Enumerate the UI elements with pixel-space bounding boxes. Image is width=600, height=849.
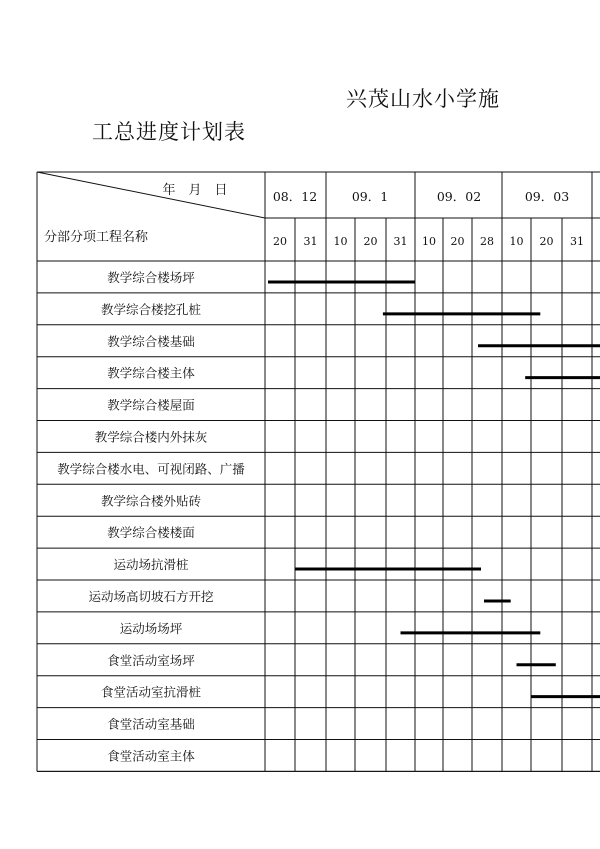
header-diagonal: [37, 172, 265, 218]
day-label: 20: [450, 235, 465, 248]
task-name: 运动场抗滑桩: [113, 557, 189, 573]
task-name: 教学综合楼基础: [107, 333, 195, 349]
task-name: 教学综合楼屋面: [107, 397, 195, 413]
day-label: 20: [539, 235, 554, 248]
month-label-0: 08．12: [272, 189, 318, 204]
task-name: 教学综合楼主体: [107, 365, 195, 381]
month-label-3: 09．03: [524, 189, 570, 204]
task-name: 教学综合楼水电、可视闭路、广播: [57, 461, 245, 477]
day-label: 20: [273, 235, 287, 248]
task-name: 教学综合楼挖孔桩: [100, 301, 202, 317]
task-name: 食堂活动室基础: [107, 716, 195, 732]
task-name: 教学综合楼楼面: [107, 525, 195, 541]
task-name: 运动场高切坡石方开挖: [88, 588, 214, 604]
task-header-label: 分部分项工程名称: [44, 230, 149, 245]
day-label: 10: [333, 235, 348, 248]
title-line-2: 工总进度计划表: [92, 120, 246, 144]
day-label: 20: [363, 235, 378, 248]
day-label: 31: [303, 235, 318, 248]
month-label-1: 09．1: [351, 189, 389, 204]
date-header-label: 年 月 日: [162, 183, 228, 198]
task-name: 食堂活动室场坪: [107, 652, 195, 668]
task-name: 教学综合楼内外抹灰: [94, 429, 208, 445]
task-name: 食堂活动室抗滑桩: [100, 684, 202, 700]
task-name: 运动场场坪: [119, 620, 183, 636]
task-name: 教学综合楼外贴砖: [100, 493, 202, 509]
day-label: 31: [393, 235, 408, 248]
day-label: 31: [570, 235, 584, 248]
task-name: 食堂活动室主体: [107, 748, 195, 764]
day-label: 10: [422, 235, 436, 248]
day-label: 10: [509, 235, 524, 248]
task-name: 教学综合楼场坪: [107, 269, 195, 285]
title-line-1: 兴茂山水小学施: [346, 87, 500, 111]
day-label: 28: [480, 235, 494, 248]
month-label-2: 09．02: [436, 189, 482, 204]
